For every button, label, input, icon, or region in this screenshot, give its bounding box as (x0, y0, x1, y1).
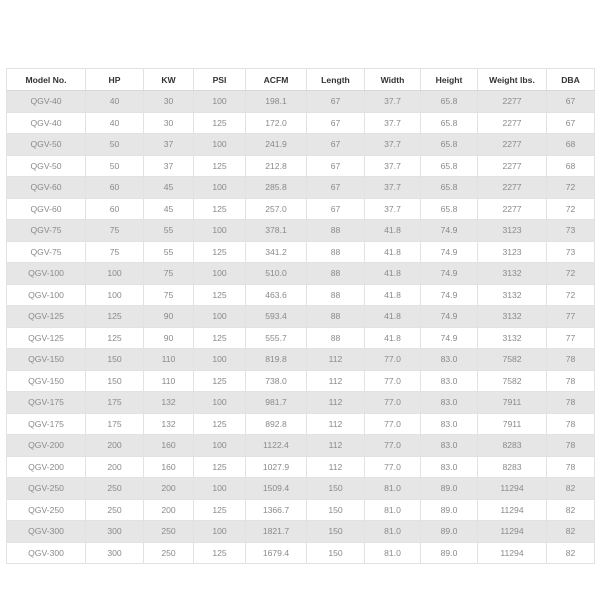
cell-length: 112 (307, 349, 365, 371)
table-row (7, 478, 595, 500)
cell-length: 88 (307, 220, 365, 242)
cell-model-no: QGV-200 (7, 435, 86, 457)
cell-psi: 100 (194, 177, 246, 199)
compressor-spec-table (6, 68, 595, 564)
cell-length: 67 (307, 155, 365, 177)
cell-model-no: QGV-175 (7, 413, 86, 435)
cell-length: 67 (307, 134, 365, 156)
cell-height: 83.0 (421, 349, 478, 371)
cell-dba: 82 (547, 521, 595, 543)
cell-model-no: QGV-250 (7, 499, 86, 521)
cell-model-no: QGV-250 (7, 478, 86, 500)
column-header-width: Width (365, 69, 421, 91)
cell-acfm: 510.0 (246, 263, 307, 285)
cell-height: 89.0 (421, 499, 478, 521)
cell-acfm: 1509.4 (246, 478, 307, 500)
table-row (7, 220, 595, 242)
cell-psi: 100 (194, 392, 246, 414)
cell-hp: 50 (86, 134, 144, 156)
cell-acfm: 1821.7 (246, 521, 307, 543)
spec-table-container (6, 68, 594, 564)
cell-length: 88 (307, 327, 365, 349)
cell-height: 74.9 (421, 284, 478, 306)
cell-weight-lbs: 3132 (478, 263, 547, 285)
column-header-weight-lbs: Weight lbs. (478, 69, 547, 91)
cell-width: 77.0 (365, 413, 421, 435)
cell-kw: 75 (144, 284, 194, 306)
cell-weight-lbs: 8283 (478, 435, 547, 457)
cell-kw: 45 (144, 198, 194, 220)
cell-weight-lbs: 2277 (478, 177, 547, 199)
table-row (7, 134, 595, 156)
table-row (7, 413, 595, 435)
table-row (7, 198, 595, 220)
cell-height: 83.0 (421, 392, 478, 414)
cell-height: 65.8 (421, 134, 478, 156)
cell-length: 67 (307, 177, 365, 199)
cell-length: 150 (307, 499, 365, 521)
cell-model-no: QGV-40 (7, 112, 86, 134)
cell-model-no: QGV-50 (7, 155, 86, 177)
cell-psi: 100 (194, 263, 246, 285)
cell-acfm: 981.7 (246, 392, 307, 414)
column-header-psi: PSI (194, 69, 246, 91)
cell-width: 37.7 (365, 198, 421, 220)
cell-kw: 55 (144, 241, 194, 263)
cell-width: 81.0 (365, 499, 421, 521)
cell-psi: 125 (194, 198, 246, 220)
cell-height: 74.9 (421, 306, 478, 328)
cell-width: 41.8 (365, 220, 421, 242)
cell-width: 37.7 (365, 91, 421, 113)
table-row (7, 392, 595, 414)
cell-hp: 175 (86, 392, 144, 414)
cell-acfm: 555.7 (246, 327, 307, 349)
cell-psi: 125 (194, 241, 246, 263)
cell-width: 81.0 (365, 521, 421, 543)
cell-height: 65.8 (421, 198, 478, 220)
cell-kw: 30 (144, 112, 194, 134)
cell-model-no: QGV-60 (7, 198, 86, 220)
table-row (7, 284, 595, 306)
cell-height: 65.8 (421, 177, 478, 199)
cell-width: 81.0 (365, 542, 421, 564)
cell-psi: 125 (194, 284, 246, 306)
table-header (7, 69, 595, 91)
cell-width: 37.7 (365, 134, 421, 156)
table-row (7, 306, 595, 328)
cell-kw: 132 (144, 392, 194, 414)
cell-height: 83.0 (421, 435, 478, 457)
cell-dba: 78 (547, 413, 595, 435)
cell-weight-lbs: 3123 (478, 220, 547, 242)
cell-model-no: QGV-300 (7, 542, 86, 564)
cell-hp: 40 (86, 112, 144, 134)
cell-kw: 160 (144, 435, 194, 457)
cell-model-no: QGV-100 (7, 284, 86, 306)
cell-width: 41.8 (365, 241, 421, 263)
column-header-length: Length (307, 69, 365, 91)
cell-acfm: 892.8 (246, 413, 307, 435)
cell-acfm: 593.4 (246, 306, 307, 328)
cell-length: 112 (307, 456, 365, 478)
cell-hp: 150 (86, 349, 144, 371)
cell-hp: 100 (86, 284, 144, 306)
cell-model-no: QGV-75 (7, 220, 86, 242)
cell-height: 65.8 (421, 155, 478, 177)
header-row (7, 69, 595, 91)
cell-hp: 200 (86, 456, 144, 478)
cell-kw: 55 (144, 220, 194, 242)
cell-length: 67 (307, 198, 365, 220)
cell-hp: 60 (86, 177, 144, 199)
table-row (7, 435, 595, 457)
cell-psi: 125 (194, 456, 246, 478)
column-header-height: Height (421, 69, 478, 91)
cell-psi: 125 (194, 499, 246, 521)
cell-height: 83.0 (421, 370, 478, 392)
cell-weight-lbs: 11294 (478, 478, 547, 500)
cell-height: 83.0 (421, 413, 478, 435)
cell-hp: 300 (86, 521, 144, 543)
cell-weight-lbs: 11294 (478, 542, 547, 564)
cell-weight-lbs: 7582 (478, 370, 547, 392)
cell-kw: 37 (144, 134, 194, 156)
cell-dba: 68 (547, 134, 595, 156)
cell-width: 81.0 (365, 478, 421, 500)
cell-weight-lbs: 3123 (478, 241, 547, 263)
cell-hp: 200 (86, 435, 144, 457)
cell-kw: 250 (144, 521, 194, 543)
cell-model-no: QGV-75 (7, 241, 86, 263)
cell-length: 112 (307, 413, 365, 435)
cell-length: 150 (307, 478, 365, 500)
cell-psi: 125 (194, 542, 246, 564)
cell-width: 77.0 (365, 370, 421, 392)
cell-length: 67 (307, 91, 365, 113)
cell-weight-lbs: 3132 (478, 306, 547, 328)
cell-hp: 75 (86, 241, 144, 263)
cell-dba: 77 (547, 327, 595, 349)
cell-width: 77.0 (365, 435, 421, 457)
table-row (7, 542, 595, 564)
cell-weight-lbs: 2277 (478, 91, 547, 113)
cell-dba: 78 (547, 370, 595, 392)
cell-length: 88 (307, 241, 365, 263)
cell-weight-lbs: 2277 (478, 134, 547, 156)
table-row (7, 349, 595, 371)
cell-height: 89.0 (421, 542, 478, 564)
cell-height: 65.8 (421, 91, 478, 113)
cell-height: 65.8 (421, 112, 478, 134)
cell-weight-lbs: 3132 (478, 327, 547, 349)
cell-dba: 67 (547, 91, 595, 113)
cell-acfm: 1122.4 (246, 435, 307, 457)
cell-psi: 125 (194, 370, 246, 392)
cell-width: 37.7 (365, 177, 421, 199)
cell-acfm: 341.2 (246, 241, 307, 263)
cell-model-no: QGV-200 (7, 456, 86, 478)
cell-psi: 100 (194, 306, 246, 328)
cell-acfm: 819.8 (246, 349, 307, 371)
cell-dba: 72 (547, 263, 595, 285)
cell-kw: 110 (144, 349, 194, 371)
cell-acfm: 241.9 (246, 134, 307, 156)
cell-acfm: 1679.4 (246, 542, 307, 564)
cell-length: 112 (307, 435, 365, 457)
cell-acfm: 463.6 (246, 284, 307, 306)
cell-model-no: QGV-125 (7, 327, 86, 349)
cell-model-no: QGV-175 (7, 392, 86, 414)
cell-height: 74.9 (421, 327, 478, 349)
cell-hp: 40 (86, 91, 144, 113)
cell-dba: 73 (547, 241, 595, 263)
cell-hp: 100 (86, 263, 144, 285)
cell-hp: 50 (86, 155, 144, 177)
cell-model-no: QGV-300 (7, 521, 86, 543)
cell-width: 41.8 (365, 306, 421, 328)
table-row (7, 499, 595, 521)
cell-kw: 45 (144, 177, 194, 199)
cell-hp: 150 (86, 370, 144, 392)
cell-kw: 160 (144, 456, 194, 478)
cell-length: 67 (307, 112, 365, 134)
cell-model-no: QGV-40 (7, 91, 86, 113)
column-header-model-no: Model No. (7, 69, 86, 91)
cell-model-no: QGV-60 (7, 177, 86, 199)
cell-height: 74.9 (421, 241, 478, 263)
table-row (7, 91, 595, 113)
cell-dba: 72 (547, 198, 595, 220)
cell-hp: 75 (86, 220, 144, 242)
cell-height: 89.0 (421, 478, 478, 500)
cell-kw: 90 (144, 306, 194, 328)
cell-acfm: 378.1 (246, 220, 307, 242)
cell-dba: 67 (547, 112, 595, 134)
cell-model-no: QGV-100 (7, 263, 86, 285)
table-row (7, 112, 595, 134)
cell-psi: 100 (194, 134, 246, 156)
cell-height: 74.9 (421, 263, 478, 285)
table-row (7, 370, 595, 392)
cell-kw: 75 (144, 263, 194, 285)
column-header-kw: KW (144, 69, 194, 91)
cell-weight-lbs: 2277 (478, 198, 547, 220)
cell-dba: 78 (547, 456, 595, 478)
cell-dba: 78 (547, 349, 595, 371)
cell-hp: 250 (86, 499, 144, 521)
cell-hp: 125 (86, 306, 144, 328)
table-row (7, 327, 595, 349)
cell-length: 112 (307, 392, 365, 414)
cell-width: 77.0 (365, 349, 421, 371)
cell-dba: 82 (547, 478, 595, 500)
cell-height: 74.9 (421, 220, 478, 242)
cell-width: 37.7 (365, 112, 421, 134)
column-header-dba: DBA (547, 69, 595, 91)
cell-length: 88 (307, 306, 365, 328)
table-body (7, 91, 595, 564)
cell-model-no: QGV-150 (7, 370, 86, 392)
cell-psi: 125 (194, 112, 246, 134)
cell-length: 112 (307, 370, 365, 392)
cell-kw: 110 (144, 370, 194, 392)
cell-length: 150 (307, 542, 365, 564)
cell-dba: 77 (547, 306, 595, 328)
cell-hp: 125 (86, 327, 144, 349)
cell-acfm: 285.8 (246, 177, 307, 199)
cell-width: 77.0 (365, 392, 421, 414)
cell-kw: 37 (144, 155, 194, 177)
cell-kw: 90 (144, 327, 194, 349)
cell-hp: 60 (86, 198, 144, 220)
cell-height: 83.0 (421, 456, 478, 478)
cell-weight-lbs: 11294 (478, 499, 547, 521)
cell-psi: 125 (194, 413, 246, 435)
cell-width: 37.7 (365, 155, 421, 177)
cell-dba: 78 (547, 435, 595, 457)
table-row (7, 263, 595, 285)
cell-psi: 100 (194, 521, 246, 543)
cell-kw: 200 (144, 478, 194, 500)
cell-dba: 72 (547, 284, 595, 306)
cell-acfm: 1027.9 (246, 456, 307, 478)
column-header-acfm: ACFM (246, 69, 307, 91)
cell-width: 41.8 (365, 327, 421, 349)
cell-weight-lbs: 3132 (478, 284, 547, 306)
table-row (7, 456, 595, 478)
cell-weight-lbs: 11294 (478, 521, 547, 543)
cell-kw: 200 (144, 499, 194, 521)
column-header-hp: HP (86, 69, 144, 91)
cell-dba: 72 (547, 177, 595, 199)
cell-psi: 125 (194, 155, 246, 177)
table-row (7, 155, 595, 177)
table-row (7, 177, 595, 199)
table-row (7, 521, 595, 543)
cell-width: 41.8 (365, 263, 421, 285)
cell-acfm: 257.0 (246, 198, 307, 220)
cell-kw: 250 (144, 542, 194, 564)
cell-psi: 100 (194, 435, 246, 457)
cell-psi: 100 (194, 91, 246, 113)
cell-acfm: 212.8 (246, 155, 307, 177)
cell-hp: 250 (86, 478, 144, 500)
cell-dba: 73 (547, 220, 595, 242)
cell-psi: 100 (194, 478, 246, 500)
cell-acfm: 198.1 (246, 91, 307, 113)
cell-model-no: QGV-50 (7, 134, 86, 156)
cell-hp: 175 (86, 413, 144, 435)
cell-model-no: QGV-150 (7, 349, 86, 371)
cell-psi: 100 (194, 349, 246, 371)
cell-dba: 78 (547, 392, 595, 414)
cell-width: 77.0 (365, 456, 421, 478)
cell-model-no: QGV-125 (7, 306, 86, 328)
cell-acfm: 1366.7 (246, 499, 307, 521)
cell-length: 150 (307, 521, 365, 543)
cell-psi: 100 (194, 220, 246, 242)
cell-weight-lbs: 8283 (478, 456, 547, 478)
cell-kw: 132 (144, 413, 194, 435)
cell-kw: 30 (144, 91, 194, 113)
cell-dba: 82 (547, 499, 595, 521)
cell-weight-lbs: 7582 (478, 349, 547, 371)
cell-length: 88 (307, 284, 365, 306)
table-row (7, 241, 595, 263)
cell-dba: 82 (547, 542, 595, 564)
cell-width: 41.8 (365, 284, 421, 306)
cell-acfm: 738.0 (246, 370, 307, 392)
cell-weight-lbs: 7911 (478, 413, 547, 435)
cell-weight-lbs: 7911 (478, 392, 547, 414)
cell-dba: 68 (547, 155, 595, 177)
cell-height: 89.0 (421, 521, 478, 543)
cell-weight-lbs: 2277 (478, 155, 547, 177)
cell-acfm: 172.0 (246, 112, 307, 134)
cell-length: 88 (307, 263, 365, 285)
cell-psi: 125 (194, 327, 246, 349)
cell-weight-lbs: 2277 (478, 112, 547, 134)
cell-hp: 300 (86, 542, 144, 564)
